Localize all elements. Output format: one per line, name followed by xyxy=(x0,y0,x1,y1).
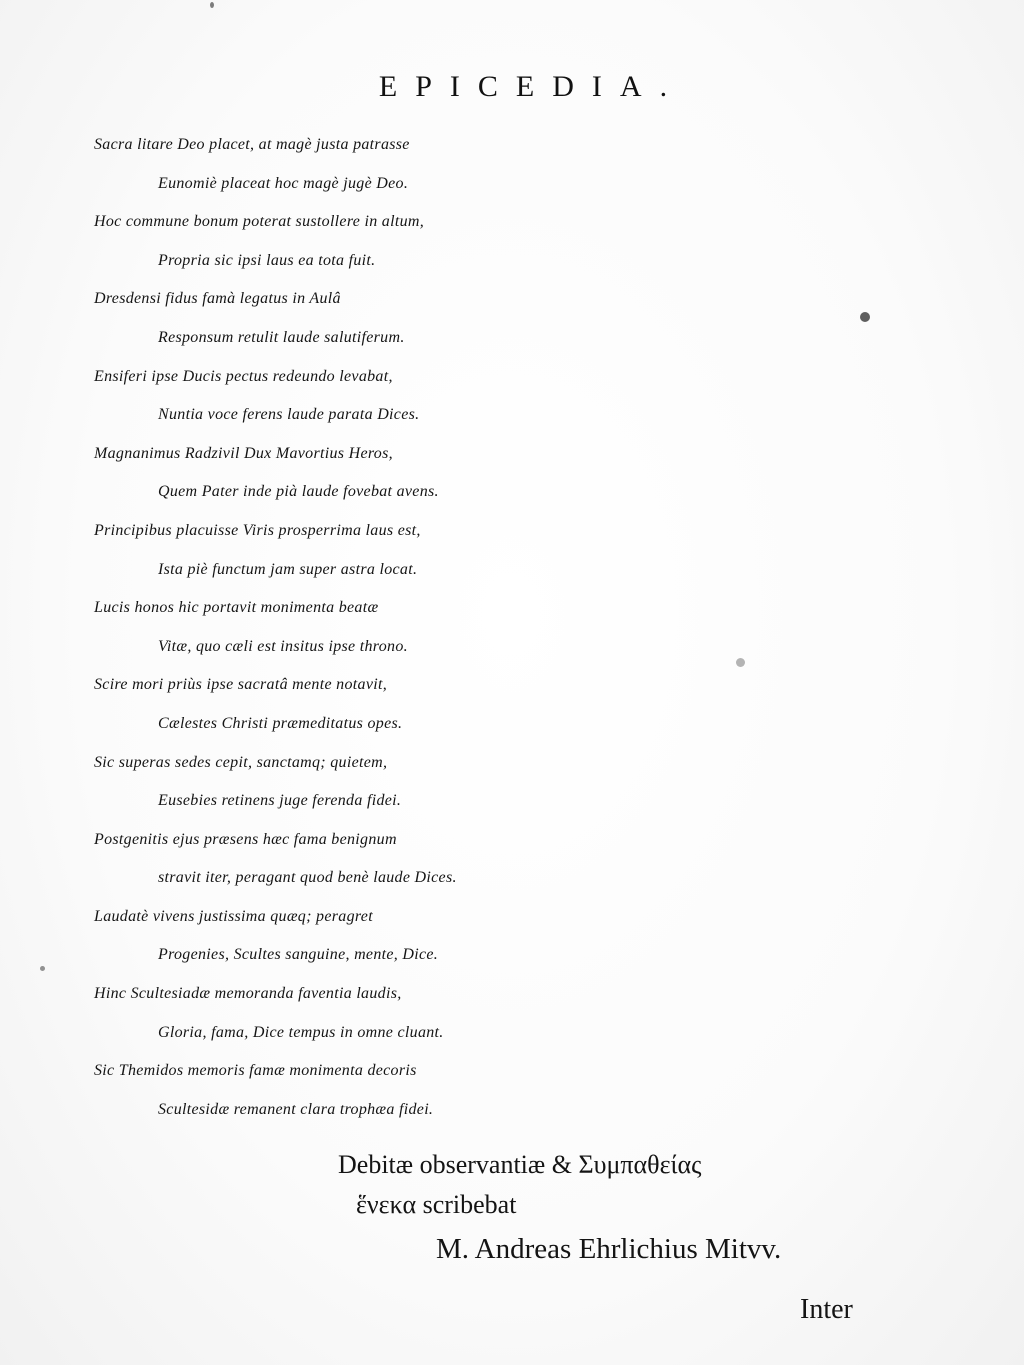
verse-line: Hoc commune bonum poterat sustollere in altum, xyxy=(94,213,425,231)
signature-dedication: Debitæ observantiæ & Συμπαθείας xyxy=(338,1150,702,1179)
verse-line: Sic Themidos memoris famæ monimenta decoris xyxy=(94,1062,417,1080)
verse-line: Dresdensi fidus famà legatus in Aulâ xyxy=(94,290,341,308)
verse-line: Sacra litare Deo placet, at magè justa patrasse xyxy=(94,136,410,153)
signature-scribebat: ἕνεκα scribebat xyxy=(356,1190,517,1219)
verse-line: Sic superas sedes cepit, sanctamq; quietem, xyxy=(94,753,388,771)
verse-line: Principibus placuisse Viris prosperrima laus est, xyxy=(94,521,421,539)
poem xyxy=(0,126,1024,1129)
verse-line: Vitæ, quo cæli est insitus ipse throno. xyxy=(158,637,408,655)
verse-line: Postgenitis ejus præsens hæc fama benignum xyxy=(94,830,397,848)
verse-line: Lucis honos hic portavit monimenta beatæ xyxy=(94,599,379,617)
verse-line: Eusebies retinens juge ferenda fidei. xyxy=(158,792,402,810)
running-head: EPICEDIA. xyxy=(378,70,686,103)
verse-line: Hinc Scultesiadæ memoranda faventia laudis, xyxy=(94,985,402,1003)
verse-line: Ensiferi ipse Ducis pectus redeundo levabat, xyxy=(94,367,393,385)
ink-speck xyxy=(860,312,870,322)
verse-line: Gloria, fama, Dice tempus in omne cluant. xyxy=(158,1023,444,1041)
verse-line: Responsum retulit laude salutiferum. xyxy=(158,328,405,346)
ink-speck xyxy=(210,2,214,8)
signature-author: M. Andreas Ehrlichius Mitvv. xyxy=(436,1233,782,1265)
ink-speck xyxy=(40,966,45,971)
verse-line: Scultesidæ remanent clara trophæa fidei. xyxy=(158,1100,434,1118)
verse-line: Progenies, Scultes sanguine, mente, Dice. xyxy=(158,946,439,964)
verse-line: Magnanimus Radzivil Dux Mavortius Heros, xyxy=(94,444,393,462)
verse-line: stravit iter, peragant quod benè laude Dices. xyxy=(158,869,457,887)
verse-line: Cælestes Christi præmeditatus opes. xyxy=(158,714,403,732)
verse-line: Eunomiè placeat hoc magè jugè Deo. xyxy=(158,174,409,192)
verse-line: Ista piè functum jam super astra locat. xyxy=(158,560,418,578)
verse-line: Nuntia voce ferens laude parata Dices. xyxy=(158,406,420,424)
ink-speck xyxy=(736,658,745,667)
verse-line: Laudatè vivens justissima quæq; peragret xyxy=(94,907,373,925)
verse-line: Propria sic ipsi laus ea tota fuit. xyxy=(158,251,376,269)
verse-line: Scire mori priùs ipse sacratâ mente notavit, xyxy=(94,676,388,694)
catchword: Inter xyxy=(800,1294,853,1325)
verse-line: Quem Pater inde pià laude fovebat avens. xyxy=(158,483,439,501)
